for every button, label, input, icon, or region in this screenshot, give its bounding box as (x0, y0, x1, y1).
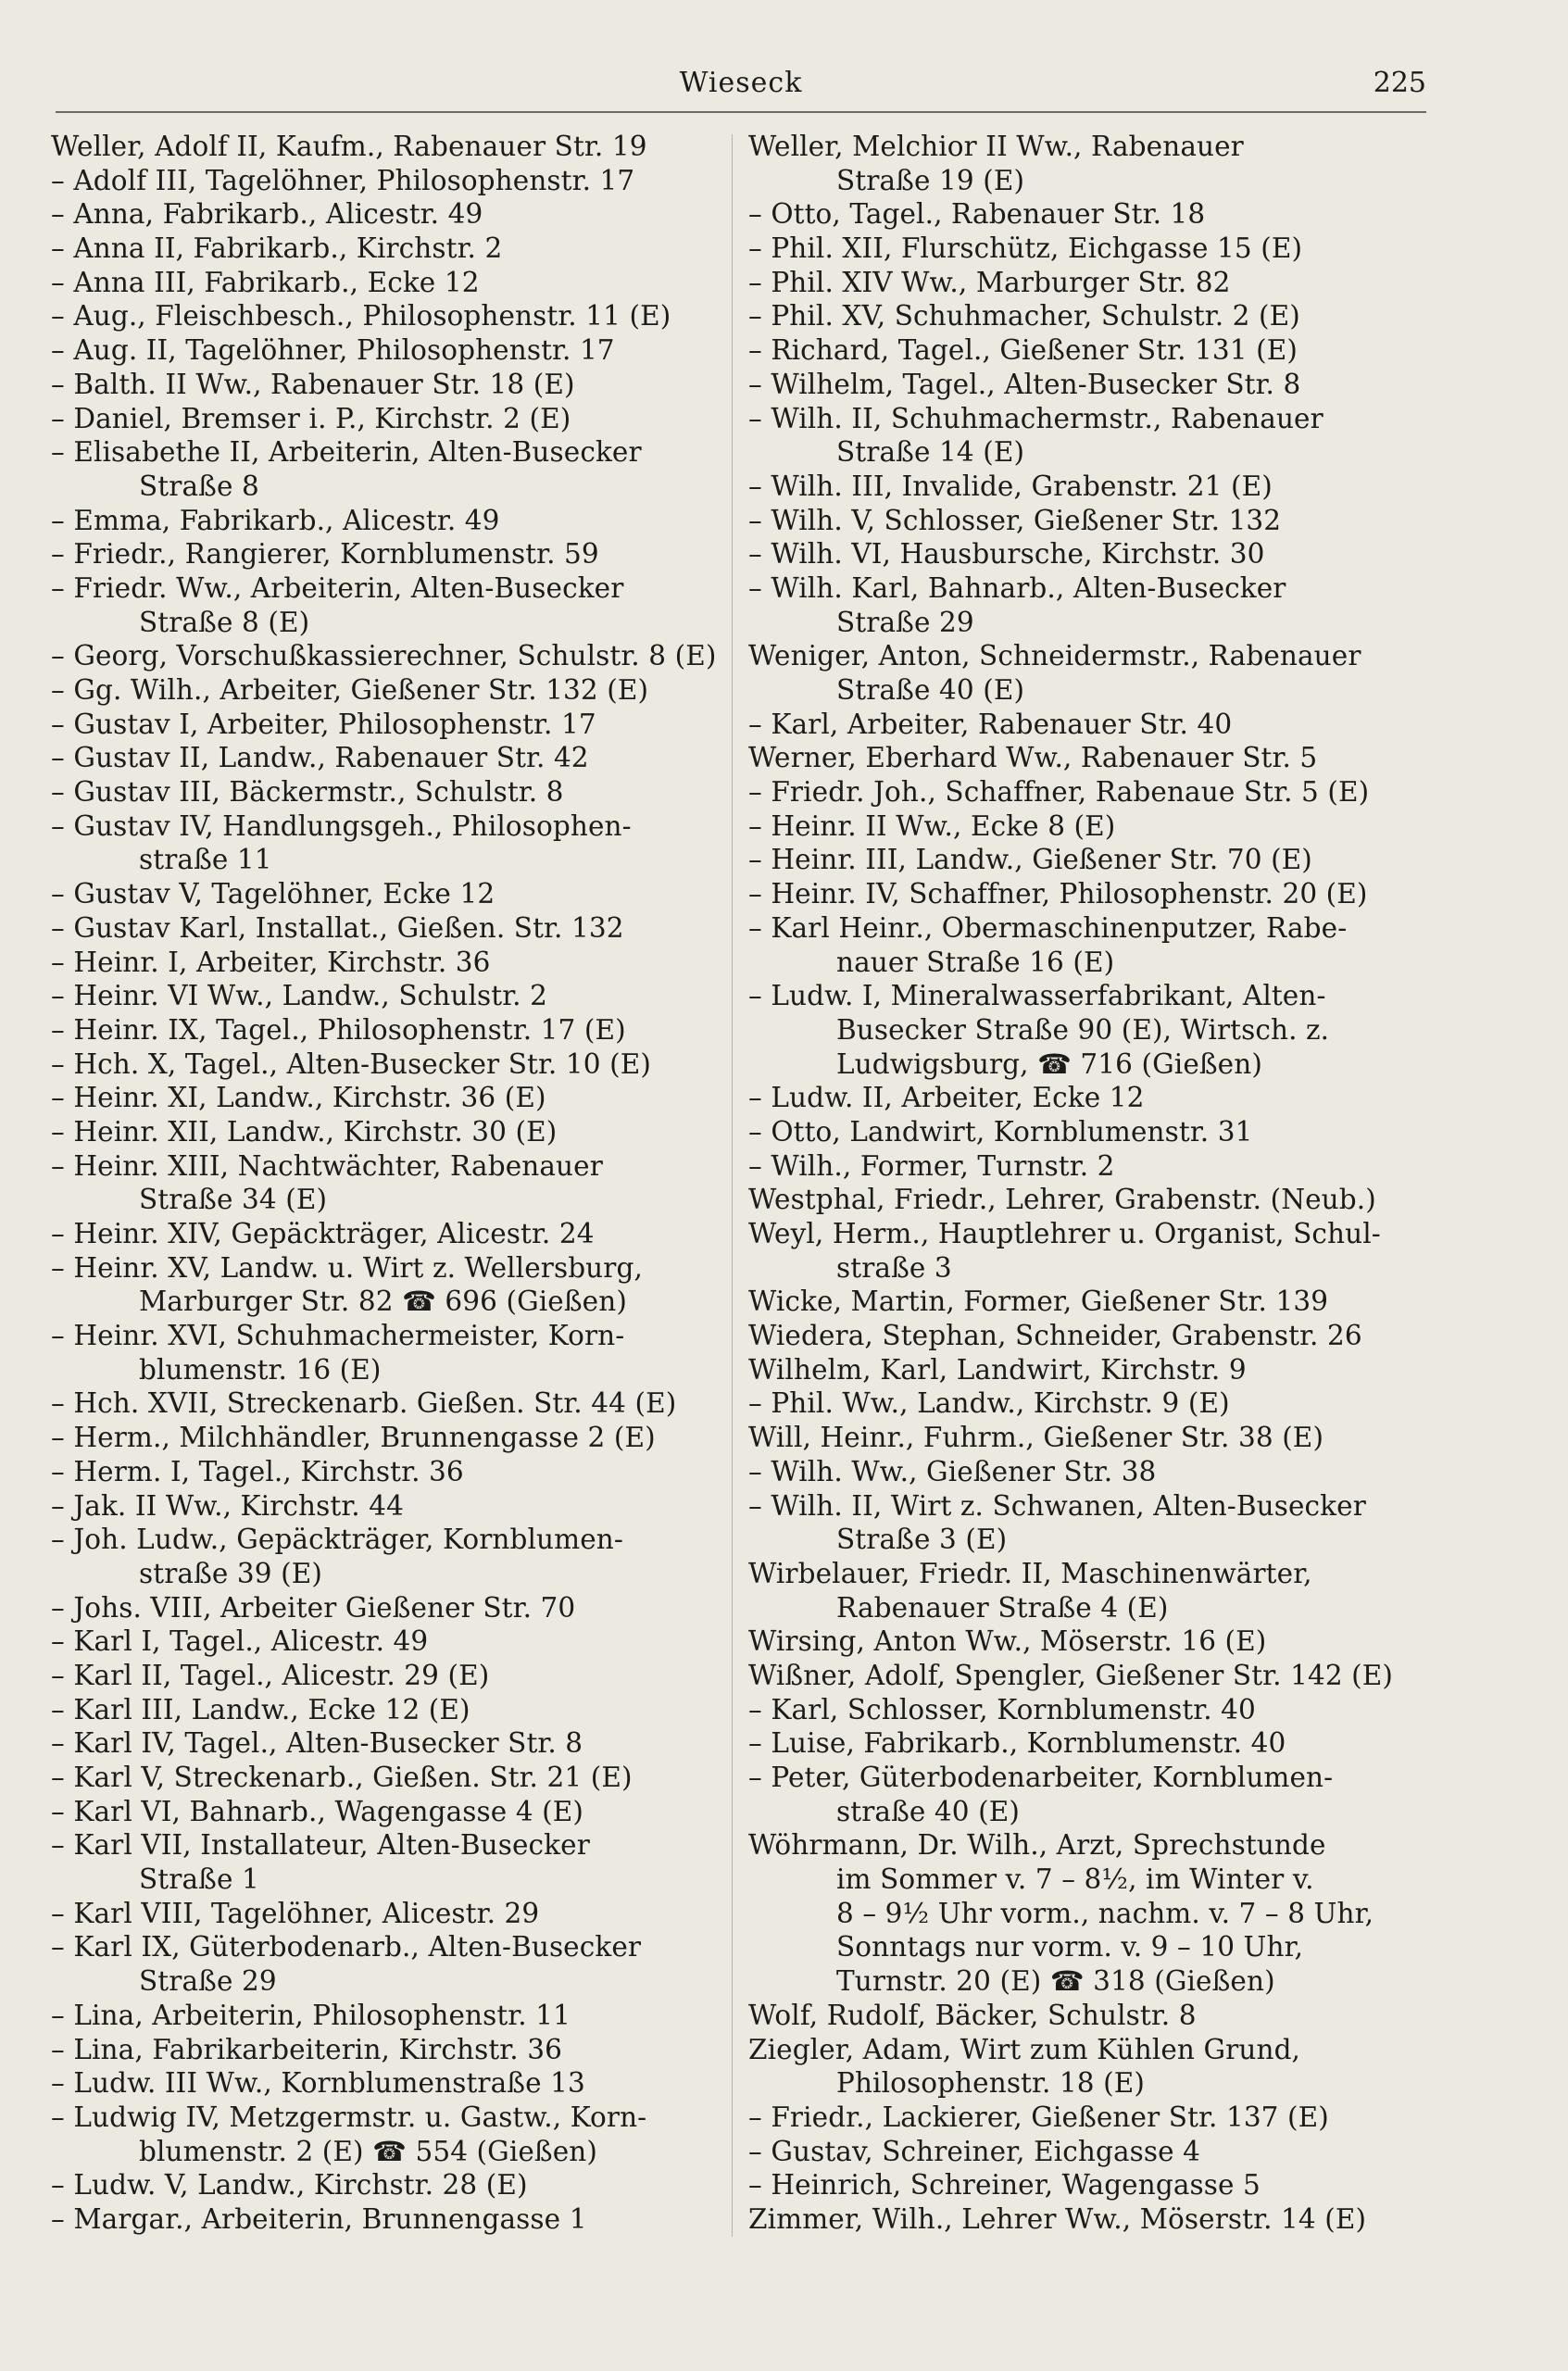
directory-entry-line: Sonntags nur vorm. v. 9 – 10 Uhr, (836, 1931, 1304, 1963)
directory-entry-line: – Heinr. VI Ww., Landw., Schulstr. 2 (51, 980, 547, 1012)
directory-entry-line: – Lina, Arbeiterin, Philosophenstr. 11 (51, 1999, 571, 2031)
directory-entry-line: im Sommer v. 7 – 8½, im Winter v. (836, 1863, 1314, 1896)
directory-entry-line: – Herm., Milchhändler, Brunnengasse 2 (E) (51, 1422, 656, 1454)
directory-entry-line: Straße 34 (E) (139, 1184, 328, 1216)
directory-entry-line: – Heinr. IV, Schaffner, Philosophenstr. 20 (E) (748, 878, 1368, 910)
directory-entry-line: Weller, Adolf II, Kaufm., Rabenauer Str. 19 (51, 131, 647, 162)
directory-entry-line: – Gustav IV, Handlungsgeh., Philosophen- (51, 809, 632, 842)
directory-entry-line: – Emma, Fabrikarb., Alicestr. 49 (51, 504, 500, 536)
left-column (51, 130, 718, 2237)
directory-entry-line: Weyl, Herm., Hauptlehrer u. Organist, Schul- (748, 1218, 1381, 1249)
directory-entry-line: – Wilh. Ww., Gießener Str. 38 (748, 1455, 1157, 1487)
directory-entry-line: Straße 8 (E) (139, 606, 310, 638)
directory-entry-line: – Heinr. IX, Tagel., Philosophenstr. 17 (E) (51, 1013, 626, 1046)
directory-entry-line: – Hch. X, Tagel., Alten-Busecker Str. 10 (E) (51, 1048, 651, 1080)
directory-entry-line: – Karl IX, Güterbodenarb., Alten-Busecker (51, 1931, 642, 1963)
directory-entry-line: – Anna III, Fabrikarb., Ecke 12 (51, 266, 480, 298)
directory-entry-line: Turnstr. 20 (E) ☎ 318 (Gießen) (836, 1965, 1275, 1998)
directory-entry-line: – Lina, Fabrikarbeiterin, Kirchstr. 36 (51, 2033, 562, 2065)
directory-entry-line: Straße 3 (E) (836, 1524, 1008, 1556)
directory-entry-line: – Friedr. Joh., Schaffner, Rabenaue Str. 5 (E) (748, 776, 1370, 809)
directory-entry-line: – Gustav I, Arbeiter, Philosophenstr. 17 (51, 708, 596, 740)
directory-entry-line: – Karl, Arbeiter, Rabenauer Str. 40 (748, 708, 1233, 740)
directory-entry-line: – Wilh. V, Schlosser, Gießener Str. 132 (748, 504, 1282, 536)
directory-entry-line: – Heinr. XIV, Gepäckträger, Alicestr. 24 (51, 1218, 595, 1249)
directory-entry-line: – Margar., Arbeiterin, Brunnengasse 1 (51, 2202, 587, 2235)
directory-entry-line: – Heinr. XV, Landw. u. Wirt z. Wellersburg, (51, 1251, 643, 1284)
directory-entry-line: – Daniel, Bremser i. P., Kirchstr. 2 (E) (51, 402, 571, 434)
directory-entry-line: – Ludw. I, Mineralwasserfabrikant, Alten- (748, 980, 1326, 1012)
directory-entry-line: – Karl VIII, Tagelöhner, Alicestr. 29 (51, 1897, 540, 1929)
directory-entry-line: Werner, Eberhard Ww., Rabenauer Str. 5 (748, 742, 1318, 774)
directory-entry-line: – Wilh. III, Invalide, Grabenstr. 21 (E) (748, 470, 1273, 502)
directory-entry-line: – Heinr. XII, Landw., Kirchstr. 30 (E) (51, 1115, 558, 1148)
running-title: Wieseck (679, 67, 803, 99)
directory-entry-line: – Otto, Landwirt, Kornblumenstr. 31 (748, 1115, 1253, 1148)
directory-entry-line: – Karl III, Landw., Ecke 12 (E) (51, 1693, 470, 1725)
directory-entry-line: 8 – 9½ Uhr vorm., nachm. v. 7 – 8 Uhr, (836, 1897, 1374, 1929)
directory-entry-line: Zimmer, Wilh., Lehrer Ww., Möserstr. 14 (E) (748, 2202, 1367, 2235)
directory-entry-line: – Heinr. I, Arbeiter, Kirchstr. 36 (51, 946, 491, 978)
directory-entry-line: Rabenauer Straße 4 (E) (836, 1591, 1169, 1624)
directory-entry-line: – Hch. XVII, Streckenarb. Gießen. Str. 44 (E) (51, 1387, 677, 1420)
directory-entry-line: – Gustav V, Tagelöhner, Ecke 12 (51, 878, 495, 910)
directory-entry-line: – Heinr. XI, Landw., Kirchstr. 36 (E) (51, 1082, 546, 1114)
directory-entry-line: straße 11 (139, 844, 272, 876)
directory-entry-line: – Karl VI, Bahnarb., Wagengasse 4 (E) (51, 1795, 584, 1827)
directory-entry-line: Straße 29 (139, 1965, 277, 1998)
directory-entry-line: Marburger Str. 82 ☎ 696 (Gießen) (139, 1286, 627, 1318)
directory-entry-line: – Richard, Tagel., Gießener Str. 131 (E) (748, 334, 1298, 367)
directory-entry-line: Wilhelm, Karl, Landwirt, Kirchstr. 9 (748, 1353, 1247, 1386)
directory-entry-line: – Karl II, Tagel., Alicestr. 29 (E) (51, 1659, 490, 1691)
directory-entry-line: Straße 14 (E) (836, 436, 1025, 469)
directory-entry-line: – Heinrich, Schreiner, Wagengasse 5 (748, 2169, 1261, 2202)
directory-entry-line: Ludwigsburg, ☎ 716 (Gießen) (836, 1048, 1262, 1080)
directory-entry-line: Straße 29 (836, 606, 974, 638)
directory-entry-line: Westphal, Friedr., Lehrer, Grabenstr. (Neub.) (748, 1184, 1376, 1216)
directory-entry-line: straße 40 (E) (836, 1795, 1020, 1827)
directory-entry-line: blumenstr. 2 (E) ☎ 554 (Gießen) (139, 2135, 597, 2167)
directory-entry-line: – Karl VII, Installateur, Alten-Busecker (51, 1829, 590, 1862)
directory-entry-line: Wicke, Martin, Former, Gießener Str. 139 (748, 1286, 1329, 1318)
directory-entry-line: – Gg. Wilh., Arbeiter, Gießener Str. 132 (E) (51, 674, 649, 706)
directory-entry-line: – Gustav III, Bäckermstr., Schulstr. 8 (51, 776, 564, 809)
directory-entry-line: – Phil. XIV Ww., Marburger Str. 82 (748, 266, 1231, 298)
directory-entry-line: Weniger, Anton, Schneidermstr., Rabenauer (748, 640, 1361, 672)
directory-entry-line: – Georg, Vorschußkassierechner, Schulstr. 8 (E) (51, 640, 717, 672)
directory-entry-line: – Adolf III, Tagelöhner, Philosophenstr. 17 (51, 164, 635, 196)
directory-entry-line: Will, Heinr., Fuhrm., Gießener Str. 38 (E) (748, 1422, 1324, 1454)
directory-entry-line: – Wilh. II, Schuhmachermstr., Rabenauer (748, 402, 1323, 434)
directory-entry-line: Straße 8 (139, 470, 259, 502)
directory-entry-line: – Anna, Fabrikarb., Alicestr. 49 (51, 198, 483, 231)
directory-entry-line: – Ludw. II, Arbeiter, Ecke 12 (748, 1082, 1145, 1114)
directory-entry-line: – Wilh., Former, Turnstr. 2 (748, 1149, 1115, 1182)
directory-entry-line: – Friedr. Ww., Arbeiterin, Alten-Busecker (51, 571, 624, 604)
page-number: 225 (1373, 67, 1426, 99)
directory-entry-line: – Otto, Tagel., Rabenauer Str. 18 (748, 198, 1206, 231)
directory-entry-line: – Heinr. XIII, Nachtwächter, Rabenauer (51, 1149, 603, 1182)
directory-entry-line: blumenstr. 16 (E) (139, 1353, 382, 1386)
directory-entry-line: – Balth. II Ww., Rabenauer Str. 18 (E) (51, 368, 575, 400)
directory-entry-line: – Friedr., Rangierer, Kornblumenstr. 59 (51, 538, 599, 571)
directory-entry-line: Wirbelauer, Friedr. II, Maschinenwärter, (748, 1557, 1312, 1589)
page-header (56, 65, 1426, 113)
directory-entry-line: – Aug., Fleischbesch., Philosophenstr. 11 (E) (51, 300, 671, 332)
directory-entry-line: Ziegler, Adam, Wirt zum Kühlen Grund, (748, 2033, 1301, 2065)
directory-entry-line: – Joh. Ludw., Gepäckträger, Kornblumen- (51, 1524, 623, 1556)
directory-entry-line: Weller, Melchior II Ww., Rabenauer (748, 131, 1244, 162)
directory-entry-line: – Wilh. VI, Hausbursche, Kirchstr. 30 (748, 538, 1265, 571)
directory-entry-line: – Gustav II, Landw., Rabenauer Str. 42 (51, 742, 589, 774)
directory-entry-line: Straße 40 (E) (836, 674, 1025, 706)
directory-entry-line: – Wilhelm, Tagel., Alten-Busecker Str. 8 (748, 368, 1301, 400)
directory-entry-line: – Heinr. III, Landw., Gießener Str. 70 (E) (748, 844, 1312, 876)
directory-entry-line: – Phil. XV, Schuhmacher, Schulstr. 2 (E) (748, 300, 1300, 332)
directory-entry-line: Straße 19 (E) (836, 164, 1025, 196)
directory-entry-line: – Friedr., Lackierer, Gießener Str. 137 (E) (748, 2101, 1329, 2133)
directory-entry-line: – Ludw. V, Landw., Kirchstr. 28 (E) (51, 2169, 528, 2202)
right-column (748, 130, 1424, 2237)
directory-entry-line: – Luise, Fabrikarb., Kornblumenstr. 40 (748, 1727, 1286, 1760)
directory-entry-line: – Elisabethe II, Arbeiterin, Alten-Busecker (51, 436, 642, 469)
directory-entry-line: – Ludwig IV, Metzgermstr. u. Gastw., Korn- (51, 2101, 647, 2133)
directory-entry-line: – Wilh. II, Wirt z. Schwanen, Alten-Busecker (748, 1489, 1366, 1522)
directory-entry-line: straße 3 (836, 1251, 952, 1284)
directory-entry-line: Wöhrmann, Dr. Wilh., Arzt, Sprechstunde (748, 1829, 1326, 1862)
directory-entry-line: Wirsing, Anton Ww., Möserstr. 16 (E) (748, 1625, 1267, 1658)
directory-entry-line: – Karl I, Tagel., Alicestr. 49 (51, 1625, 429, 1658)
directory-entry-line: – Jak. II Ww., Kirchstr. 44 (51, 1489, 404, 1522)
directory-entry-line: – Gustav, Schreiner, Eichgasse 4 (748, 2135, 1201, 2167)
directory-entry-line: – Karl V, Streckenarb., Gießen. Str. 21 (E) (51, 1762, 633, 1793)
directory-entry-line: – Phil. XII, Flurschütz, Eichgasse 15 (E) (748, 232, 1303, 265)
directory-entry-line: – Wilh. Karl, Bahnarb., Alten-Busecker (748, 571, 1286, 604)
directory-entry-line: Wolf, Rudolf, Bäcker, Schulstr. 8 (748, 1999, 1197, 2031)
directory-entry-line: – Karl IV, Tagel., Alten-Busecker Str. 8 (51, 1727, 583, 1760)
directory-entry-line: – Ludw. III Ww., Kornblumenstraße 13 (51, 2067, 585, 2100)
directory-entry-line: – Karl Heinr., Obermaschinenputzer, Rabe- (748, 911, 1348, 944)
directory-entry-line: straße 39 (E) (139, 1557, 322, 1589)
directory-entry-line: – Herm. I, Tagel., Kirchstr. 36 (51, 1455, 464, 1487)
directory-entry-line: – Heinr. II Ww., Ecke 8 (E) (748, 809, 1116, 842)
column-divider (732, 134, 733, 2237)
directory-entry-line: Busecker Straße 90 (E), Wirtsch. z. (836, 1013, 1330, 1046)
directory-entry-line: Wiedera, Stephan, Schneider, Grabenstr. 26 (748, 1320, 1362, 1352)
directory-entry-line: – Karl, Schlosser, Kornblumenstr. 40 (748, 1693, 1256, 1725)
directory-entry-line: Philosophenstr. 18 (E) (836, 2067, 1145, 2100)
directory-entry-line: – Peter, Güterbodenarbeiter, Kornblumen- (748, 1762, 1334, 1793)
directory-entry-line: Straße 1 (139, 1863, 259, 1896)
directory-entry-line: – Phil. Ww., Landw., Kirchstr. 9 (E) (748, 1387, 1230, 1420)
directory-entry-line: – Johs. VIII, Arbeiter Gießener Str. 70 (51, 1591, 576, 1624)
directory-entry-line: – Heinr. XVI, Schuhmachermeister, Korn- (51, 1320, 625, 1352)
directory-entry-line: – Anna II, Fabrikarb., Kirchstr. 2 (51, 232, 503, 265)
directory-entry-line: Wißner, Adolf, Spengler, Gießener Str. 142 (E) (748, 1659, 1394, 1691)
directory-entry-line: nauer Straße 16 (E) (836, 946, 1115, 978)
directory-entry-line: – Aug. II, Tagelöhner, Philosophenstr. 17 (51, 334, 615, 367)
directory-entry-line: – Gustav Karl, Installat., Gießen. Str. 132 (51, 911, 624, 944)
